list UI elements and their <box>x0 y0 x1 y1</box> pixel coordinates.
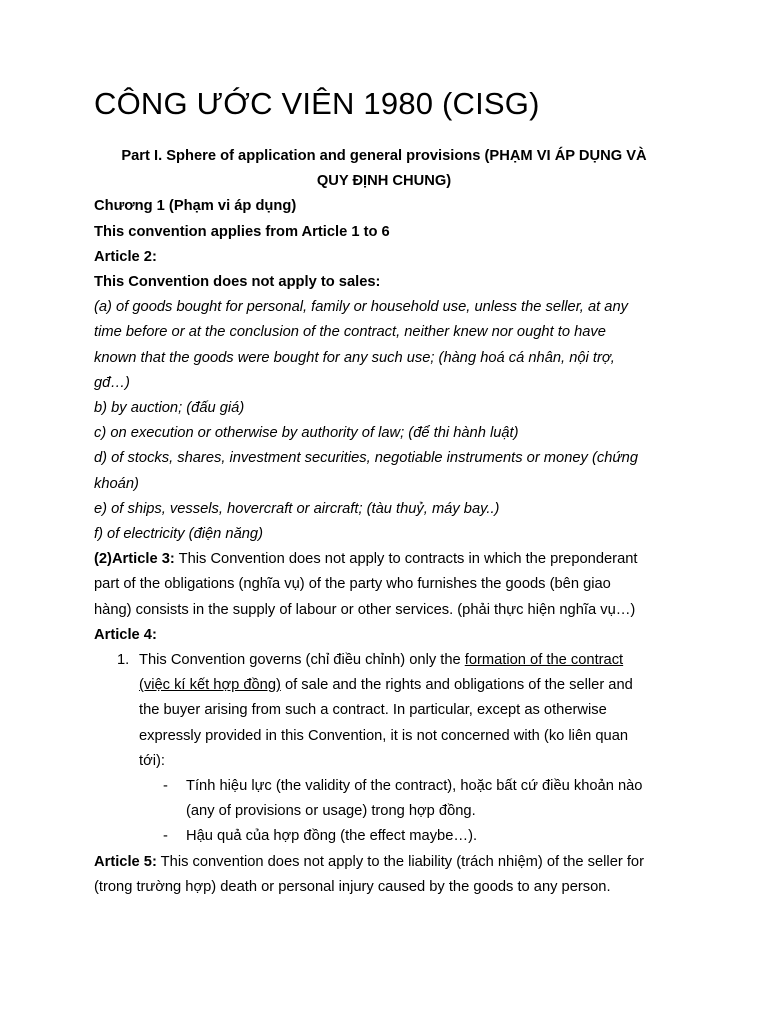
article-3-line-2: part of the obligations (nghĩa vụ) of the party who furnishes the goods (bên giao <box>94 576 611 593</box>
article-2-d-line: khoán) <box>94 475 139 492</box>
article-2-a-line: known that the goods were bought for any such use; (hàng hoá cá nhân, nội trợ, <box>94 349 615 366</box>
article-5-line-2: (trong trường hợp) death or personal injury caused by the goods to any person. <box>94 878 611 895</box>
article-2-c: c) on execution or otherwise by authority of law; (để thi hành luật) <box>94 425 519 442</box>
article-2-a-line: time before or at the conclusion of the contract, neither knew nor ought to have <box>94 324 606 341</box>
underlined-term: formation of the contract <box>464 652 624 669</box>
article-4-item-1 <box>94 648 674 774</box>
applies-statement: This convention applies from Article 1 to 6 <box>94 223 390 240</box>
article-4-line-4: expressly provided in this Convention, it is not concerned with (ko liên quan <box>139 727 629 744</box>
article-4-line-5: tới): <box>139 752 165 769</box>
article-5-text: This convention does not apply to the liability (trách nhiệm) of the seller for <box>156 853 644 870</box>
article-3-label: (2)Article 3: <box>94 551 175 568</box>
article-2-a-line: (a) of goods bought for personal, family or household use, unless the seller, at any <box>94 299 628 316</box>
subitem-2-line: Hậu quả của hợp đồng (the effect maybe…). <box>186 828 478 845</box>
article-2-e: e) of ships, vessels, hovercraft or aircraft; (tàu thuỷ, máy bay..) <box>94 500 500 517</box>
article-2-a-line: gđ…) <box>94 374 130 391</box>
article-3-line-1 <box>94 547 674 572</box>
article-2-f: f) of electricity (điện năng) <box>94 526 263 543</box>
article-5-label: Article 5: <box>94 853 157 870</box>
list-number: 1. <box>117 652 130 669</box>
article-3-line-3: hàng) consists in the supply of labour or other services. (phải thực hiện nghĩa vụ…) <box>94 601 636 618</box>
article-4-line-2 <box>139 673 674 698</box>
part-heading-line-2: QUY ĐỊNH CHUNG) <box>316 173 452 190</box>
part-heading-line-1: Part I. Sphere of application and general provisions (PHẠM VI ÁP DỤNG VÀ <box>121 148 647 164</box>
article-3-text: This Convention does not apply to contracts in which the preponderant <box>174 551 638 568</box>
subitem-1-line-1: Tính hiệu lực (the validity of the contract), hoặc bất cứ điều khoản nào <box>186 778 643 795</box>
article-4-line-3: the buyer arising from such a contract. In particular, except as otherwise <box>139 702 607 719</box>
article-4-text: This Convention governs (chỉ điều chỉnh) only the <box>139 652 465 669</box>
document-body <box>94 144 674 900</box>
article-2-heading: Article 2: <box>94 248 157 265</box>
article-2-d-line: d) of stocks, shares, investment securities, negotiable instruments or money (chứng <box>94 450 639 467</box>
underlined-term: (việc kí kết hợp đồng) <box>139 677 281 694</box>
article-4-line-1 <box>139 648 674 673</box>
article-4-heading: Article 4: <box>94 626 157 643</box>
subitem-1-line-2: (any of provisions or usage) trong hợp đồng. <box>186 803 476 820</box>
document-title: CÔNG ƯỚC VIÊN 1980 (CISG) <box>94 86 540 121</box>
list-dash: - <box>163 778 168 795</box>
article-2-intro: This Convention does not apply to sales: <box>94 274 381 291</box>
article-4-subitem-1 <box>94 774 674 824</box>
chapter-heading: Chương 1 (Phạm vi áp dụng) <box>94 198 297 215</box>
article-5-line-1 <box>94 850 674 875</box>
list-dash: - <box>163 828 168 845</box>
article-4-subitem-2 <box>94 824 674 849</box>
article-4-text: of sale and the rights and obligations of the seller and <box>280 677 633 694</box>
article-2-b: b) by auction; (đấu giá) <box>94 400 245 417</box>
